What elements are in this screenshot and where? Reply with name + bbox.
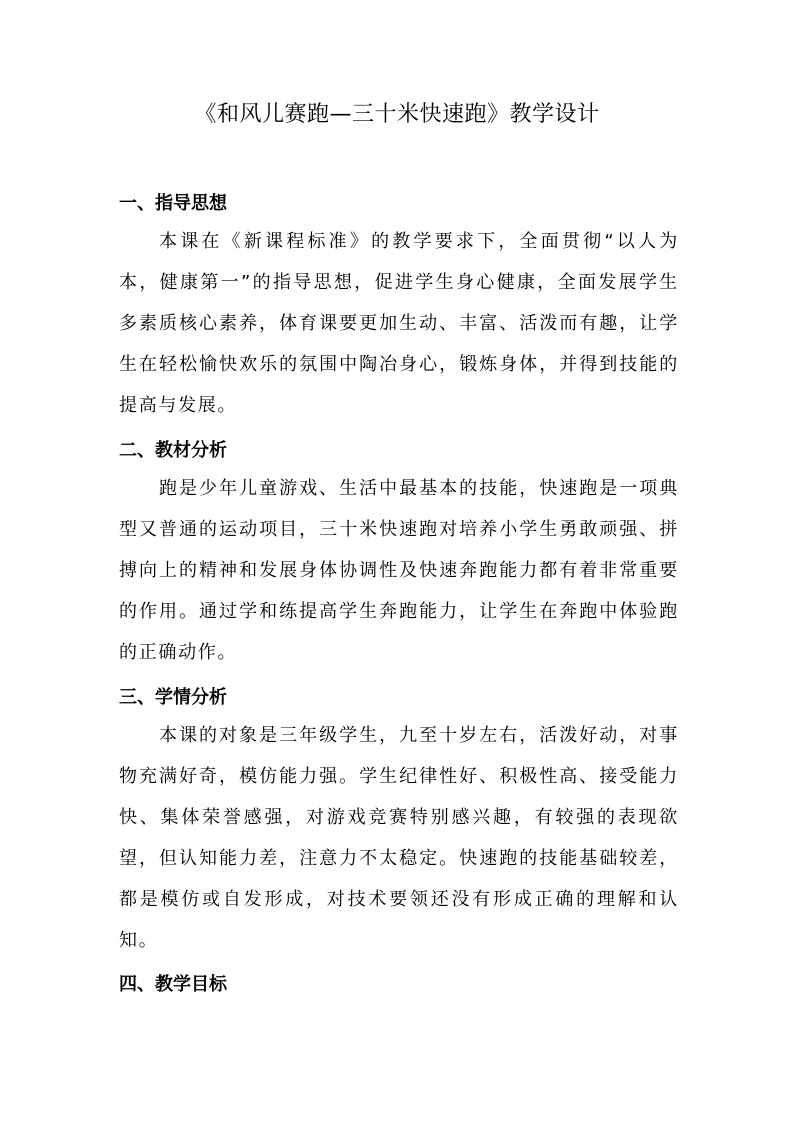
section-heading-student-analysis: 三、学情分析 bbox=[119, 687, 227, 708]
section-body-student-analysis: 本课的对象是三年级学生，九至十岁左右，活泼好动，对事物充满好奇，模仿能力强。学生纪律性好、积极性高、接受能力快、集体荣誉感强，对游戏竞赛特别感兴趣，有较强的表现欲望，但认知能力差，注意力不太稳定。快速跑的技能基础较差，都是模仿或自发形成，对技术要领还没有形成正确的理解和认知。 bbox=[119, 725, 679, 951]
section-body-guiding-ideology: 本课在《新课程标准》的教学要求下，全面贯彻“以人为本，健康第一”的指导思想，促进学生身心健康，全面发展学生多素质核心素养，体育课要更加生动、丰富、活泼而有趣，让学生在轻松愉快欢乐的氛围中陶冶身心，锻炼身体，并得到技能的提高与发展。 bbox=[119, 231, 679, 416]
section-body-material-analysis: 跑是少年儿童游戏、生活中最基本的技能，快速跑是一项典型又普通的运动项目，三十米快速跑对培养小学生勇敢顽强、拼搏向上的精神和发展身体协调性及快速奔跑能力都有着非常重要的作用。通过学和练提高学生奔跑能力，让学生在奔跑中体验跑的正确动作。 bbox=[119, 478, 679, 663]
section-heading-guiding-ideology: 一、指导思想 bbox=[119, 193, 227, 214]
section-heading-material-analysis: 二、教材分析 bbox=[119, 440, 227, 461]
document-title: 《和风儿赛跑—三十米快速跑》教学设计 bbox=[194, 102, 600, 127]
section-heading-teaching-objectives: 四、教学目标 bbox=[119, 974, 227, 995]
